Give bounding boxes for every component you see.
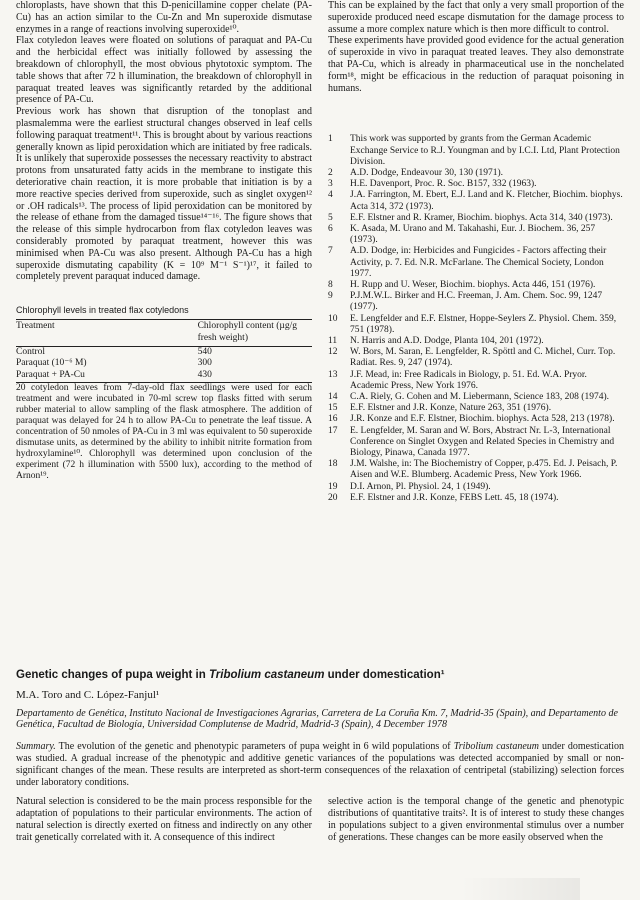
left-paragraph-3: Previous work has shown that disruption of the tonoplast and plasmalemma were the earliest structural changes observed in leaf cells following paraquat treatment¹¹. This is brought about by various reactions generally known as lipid peroxidation which are initiated by free radicals. It is unlikely that superoxide possesses the necessary reactivity to abstract protons from unsaturated fatty acids in the membrane to instigate this deteriorative chain reaction, it is more probable that initiation is by a more reactive species derived from superoxide, such as singlet oxygen¹² or .OH radicals¹³. The process of lipid peroxidation can be monitored by the release of ethane from the damaged tissue¹⁴⁻¹⁶. The figure shows that the release of this simple hydrocarbon from flax cotyledon leaves was considerably promoted by paraquat treatment, however this was minimised when PA-Cu was also present. Although PA-Cu has a high superoxide dismutating capability (K = 10⁹ M⁻¹ S⁻¹)¹⁷, it failed to completely prevent paraquat induced damage. <box>16 106 312 283</box>
reference-number: 13 <box>328 369 338 380</box>
reference-item <box>328 336 624 347</box>
reference-text: J.M. Walshe, in: The Biochemistry of Copper, p.475. Ed. J. Peisach, P. Aisen and W.E. Blumberg. Academic Press, New York 1966. <box>350 459 618 481</box>
reference-item <box>328 224 624 246</box>
reference-item <box>328 370 624 392</box>
reference-item <box>328 482 624 493</box>
left-column <box>16 0 312 482</box>
reference-item <box>328 134 624 168</box>
reference-number: 1 <box>328 134 333 145</box>
table-header-row <box>16 319 312 346</box>
reference-text: D.I. Arnon, Pl. Physiol. 24, 1 (1949). <box>350 481 491 492</box>
title-prefix: Genetic changes of pupa weight in <box>16 669 209 681</box>
reference-number: 10 <box>328 313 338 324</box>
table-cell-treatment: Paraquat (10⁻⁶ M) <box>16 358 87 369</box>
scan-shadow <box>460 878 580 900</box>
summary-label: Summary. <box>16 741 56 753</box>
reference-text: J.R. Konze and E.F. Elstner, Biochim. biophys. Acta 528, 213 (1978). <box>350 414 615 425</box>
reference-item <box>328 280 624 291</box>
reference-item <box>328 392 624 403</box>
reference-item <box>328 291 624 313</box>
table-caption: Chlorophyll levels in treated flax cotyledons <box>16 305 189 316</box>
reference-item <box>328 168 624 179</box>
reference-item <box>328 314 624 336</box>
reference-text: H. Rupp and U. Weser, Biochim. biophys. Acta 446, 151 (1976). <box>350 280 596 291</box>
reference-text: A.D. Dodge, in: Herbicides and Fungicides - Factors affecting their Activity, p. 7. Ed. N.R. McFarlane. The Chemical Society, London 1977. <box>350 246 607 279</box>
reference-number: 16 <box>328 414 338 425</box>
reference-number: 5 <box>328 212 333 223</box>
reference-item <box>328 414 624 425</box>
reference-item <box>328 403 624 414</box>
reference-number: 2 <box>328 167 333 178</box>
table-cell-value: 430 <box>197 370 212 381</box>
reference-item <box>328 190 624 212</box>
reference-item <box>328 213 624 224</box>
reference-number: 8 <box>328 280 333 291</box>
reference-number: 20 <box>328 492 338 503</box>
table-cell-treatment: Paraquat + PA-Cu <box>16 370 85 381</box>
reference-number: 6 <box>328 224 333 234</box>
reference-list <box>328 134 624 504</box>
reference-number: 7 <box>328 246 333 257</box>
article-title <box>16 670 624 682</box>
reference-number: 9 <box>328 291 333 302</box>
reference-text: W. Bors, M. Saran, E. Lengfelder, R. Spöttl and C. Michel, Curr. Top. Radiat. Res. 9, 247 (1974). <box>350 347 616 369</box>
reference-number: 19 <box>328 481 338 492</box>
table-row <box>16 358 312 370</box>
reference-item <box>328 493 624 504</box>
summary-text-2: under domestication was studied. A gradual increase of the phenotypic and additive genetic variances of the populations was detected accompanied by small or non-significant changes of the mean. These results are interpreted as short-term consequences of the relaxation of centripetal (stabilizing) selection forces under laboratory conditions. <box>16 741 624 788</box>
reference-item <box>328 459 624 481</box>
reference-number: 14 <box>328 392 338 403</box>
table-row <box>16 346 312 358</box>
reference-item <box>328 426 624 460</box>
reference-number: 12 <box>328 347 338 358</box>
right-column <box>328 0 624 514</box>
second-article <box>16 670 624 844</box>
table-cell-treatment: Control <box>16 346 46 357</box>
summary-text-1: The evolution of the genetic and phenotypic parameters of pupa weight in 6 wild populations of <box>55 741 454 753</box>
reference-number: 17 <box>328 425 338 436</box>
table-header-treatment: Treatment <box>16 320 55 331</box>
article-body-right: selective action is the temporal change of the genetic and phenotypic distributions of quantitative traits². It is of interest to study these changes in populations subject to a given environmental stimulus over a number of generations. These changes can be more easily observed when the <box>328 796 624 843</box>
table-cell-value: 540 <box>197 346 212 357</box>
article-body-left: Natural selection is considered to be the main process responsible for the adaptation of populations to their particular environments. The action of natural selection is directly exerted on fitness and indirectly on any other trait genetically correlated with it. A consequence of this indirect <box>16 796 312 843</box>
table-cell-value: 300 <box>197 358 212 369</box>
summary-species: Tribolium castaneum <box>453 741 539 753</box>
reference-text: E. Lengfelder and E.F. Elstner, Hoppe-Seylers Z. Physiol. Chem. 359, 751 (1978). <box>350 313 617 335</box>
reference-item <box>328 179 624 190</box>
right-paragraph-1: This can be explained by the fact that only a very small proportion of the superoxide produced need escape dismutation for the damage process to assume a more complex nature which is then more difficult to control. <box>328 0 624 35</box>
reference-text: C.A. Riely, G. Cohen and M. Liebermann, Science 183, 208 (1974). <box>350 392 610 403</box>
reference-text: J.F. Mead, in: Free Radicals in Biology, p. 51. Ed. W.A. Pryor. Academic Press, New York 1976. <box>350 369 587 391</box>
table-row <box>16 370 312 382</box>
reference-number: 4 <box>328 190 333 201</box>
reference-text: H.E. Davenport, Proc. R. Soc. B157, 332 (1963). <box>350 179 537 190</box>
left-paragraph-2: Flax cotyledon leaves were floated on solutions of paraquat and PA-Cu and the herbicidal effect was initially followed by assessing the breakdown of chlorophyll, the most obvious phytotoxic symptom. The table shows that after 72 h illumination, the breakdown of chlorophyll in paraquat treated leaves was significantly retarded by the additional presence of PA-Cu. <box>16 35 312 106</box>
reference-text: E.F. Elstner and J.R. Konze, FEBS Lett. 45, 18 (1974). <box>350 492 559 503</box>
reference-text: P.J.M.W.L. Birker and H.C. Freeman, J. Am. Chem. Soc. 99, 1247 (1977). <box>350 291 603 313</box>
article-summary <box>16 741 624 788</box>
reference-text: A.D. Dodge, Endeavour 30, 130 (1971). <box>350 167 504 178</box>
article-authors: M.A. Toro and C. López-Fanjul¹ <box>16 688 160 701</box>
article-body <box>16 796 624 843</box>
reference-number: 11 <box>328 336 338 347</box>
reference-item <box>328 347 624 369</box>
reference-text: J.A. Farrington, M. Ebert, E.J. Land and K. Fletcher, Biochim. biophys. Acta 314, 372 (1973). <box>350 190 623 212</box>
reference-number: 18 <box>328 459 338 470</box>
reference-text: E.F. Elstner and R. Kramer, Biochim. biophys. Acta 314, 340 (1973). <box>350 212 613 223</box>
reference-text: K. Asada, M. Urano and M. Takahashi, Eur. J. Biochem. 36, 257 (1973). <box>350 224 596 246</box>
article-affiliation: Departamento de Genética, Instituto Nacional de Investigaciones Agrarias, Carretera de La Coruña Km. 7, Madrid-35 (Spain), and Departamento de Genética, Facultad de Biología, Universidad Complutense de Madrid, Madrid-3 (Spain), 4 December 1978 <box>16 707 618 731</box>
reference-number: 3 <box>328 179 333 190</box>
title-suffix: under domestication¹ <box>324 669 445 681</box>
left-paragraph-1: chloroplasts, have shown that this D-penicillamine copper chelate (PA-Cu) has an action similar to the Cu-Zn and Mn superoxide dismutase enzymes in a range of reactions involving superoxide¹⁰. <box>16 0 312 35</box>
reference-number: 15 <box>328 403 338 414</box>
reference-text: N. Harris and A.D. Dodge, Planta 104, 201 (1972). <box>350 336 544 347</box>
reference-item <box>328 246 624 280</box>
reference-text: E.F. Elstner and J.R. Konze, Nature 263, 351 (1976). <box>350 403 552 414</box>
reference-text: E. Lengfelder, M. Saran and W. Bors, Abstract Nr. L-3, International Conference on Singlet Oxygen and Related Species in Chemistry and Biology, Pinawa, Canada 1977. <box>350 425 615 459</box>
table-header-chlorophyll: Chlorophyll content (µg/g fresh weight) <box>197 320 298 343</box>
table-footnote: 20 cotyledon leaves from 7-day-old flax seedlings were used for each treatment and were incubated in 70-ml screw top flasks fitted with serum rubber material to allow sampling of the flask atmosphere. The addition of paraquat was delayed for 24 h to allow PA-Cu to penetrate the leaf tissue. A concentration of 50 nmoles of PA-Cu in 3 ml was equivalent to 50 superoxide dismutase units, as determined by the ability to inhibit nitrite formation from hydroxylamine¹⁰. Chlorophyll was determined upon conclusion of the experiment (72 h illumination with 5500 lux), according to the method of Arnon¹⁹. <box>16 382 312 481</box>
reference-text: This work was supported by grants from the German Academic Exchange Service to R.J. Youngman and by I.C.I. Ltd, Plant Protection Division. <box>350 134 620 167</box>
title-species: Tribolium castaneum <box>208 669 325 681</box>
right-paragraph-2: These experiments have provided good evidence for the actual generation of superoxide in vivo in paraquat treated leaves. They also demonstrate that PA-Cu, which is already in pharmaceutical use in the nonchelated form¹⁸, might be efficacious in the reduction of paraquat poisoning in humans. <box>328 35 624 94</box>
chlorophyll-table <box>16 319 312 383</box>
